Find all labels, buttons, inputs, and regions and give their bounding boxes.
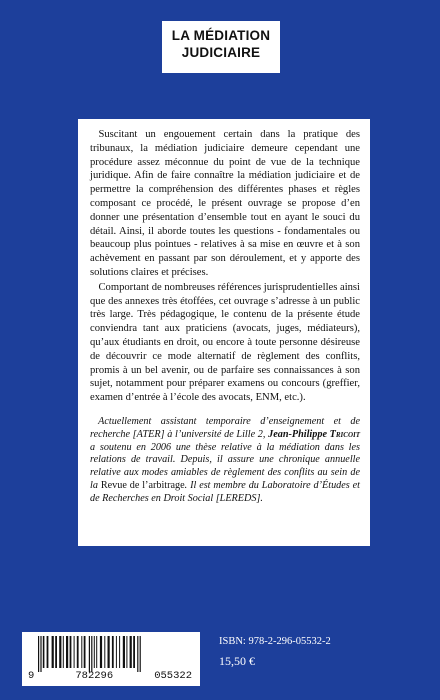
barcode-bar (43, 636, 45, 668)
price-text: 15,50 € (219, 654, 255, 668)
barcode-bar (96, 636, 97, 668)
barcode-bar (112, 636, 114, 668)
bio-journal: Revue de l’arbitrage (100, 479, 185, 491)
barcode-bar (89, 636, 90, 672)
barcode-bar (137, 636, 138, 672)
barcode-bar (52, 636, 54, 668)
bio-part-1: Actuellement assistant temporaire d’enseignement et de recherche [ATER] à l’université de Lille 2, (90, 415, 360, 440)
title-line-1: LA MÉDIATION (171, 28, 271, 43)
bio-part-3: . Il est membre du Laboratoire d’Études et de Recherches en Droit Social [LEREDS]. (90, 479, 360, 504)
barcode-digits-left: 782296 (75, 670, 114, 682)
barcode-bar (77, 636, 79, 668)
cover-title-box (162, 21, 280, 73)
barcode-bar (94, 636, 95, 668)
title-line-2: JUDICIAIRE (181, 45, 261, 60)
barcode-bar (84, 636, 86, 668)
barcode-bar (70, 636, 72, 668)
barcode-bar (74, 636, 75, 668)
barcode-bar (38, 636, 39, 672)
bio-part-2: a soutenu en 2006 une thèse relative à la médiation dans les relations de travail. Depuis, il assure une chronique annuelle relative aux modes amiables de règlement des conflits au sein de la (90, 441, 360, 491)
barcode-bar (59, 636, 61, 668)
barcode-bar (100, 636, 102, 668)
barcode-bar (130, 636, 132, 668)
barcode-bars (28, 636, 194, 672)
author-last-name: Tricoit (329, 428, 360, 440)
author-name (268, 429, 360, 440)
barcode-bar (140, 636, 141, 672)
summary-paragraph-2: Comportant de nombreuses références jurisprudentielles ainsi que des annexes très étoffées, cet ouvrage s’adresse à un public très large. Très pédagogique, le contenu de la présente étude conviendra tant aux praticiens (avocats, juges, médiateurs), qu’aux étudiants en droit, ou encore à toute personne désireuse de découvrir ce mode alternatif de règlement des conflits, promis à un bel avenir, ou de parfaire ses connaissances à son sujet, notamment pour préparer examens ou concours (greffier, examen d’entrée à l’école des avocats, ENM, etc.). (90, 281, 360, 404)
barcode-bar (91, 636, 92, 672)
barcode-bar (66, 636, 68, 668)
barcode-bar (63, 636, 64, 668)
barcode-bar (126, 636, 127, 668)
barcode-bar (123, 636, 125, 668)
isbn-text: ISBN: 978-2-296-05532-2 (219, 636, 331, 647)
barcode-bar (40, 636, 41, 672)
barcode-digits-right: 055322 (154, 670, 192, 682)
barcode-bar (108, 636, 110, 668)
barcode-bar (104, 636, 105, 668)
author-first-name: Jean-Philippe (268, 428, 330, 440)
barcode-bar (119, 636, 120, 668)
barcode-bar (47, 636, 49, 668)
barcode-bar (116, 636, 117, 668)
barcode-bar (81, 636, 82, 668)
barcode (22, 632, 200, 686)
barcode-bar (55, 636, 57, 668)
author-bio (90, 416, 360, 506)
summary-paragraph-1: Suscitant un engouement certain dans la pratique des tribunaux, la médiation judiciaire demeure cependant une procédure assez méconnue du point de vue de la technique juridique. Afin de faire connaître la médiation judiciaire et de permettre la compréhension des différentes phases et règles composant ce procédé, le présent ouvrage se propose d’en donner une présentation d’ensemble tout en ayant le souci du détail. Ainsi, il aborde toutes les questions - fondamentales ou beaucoup plus pointues - relatives à sa mise en œuvre et à son achèvement en passant par son déroulement, et y apporte des solutions claires et précises. (90, 129, 360, 278)
barcode-digit-first: 9 (28, 670, 35, 682)
barcode-digits (28, 671, 194, 682)
back-cover-text-panel (78, 119, 370, 546)
barcode-bar (133, 636, 135, 668)
